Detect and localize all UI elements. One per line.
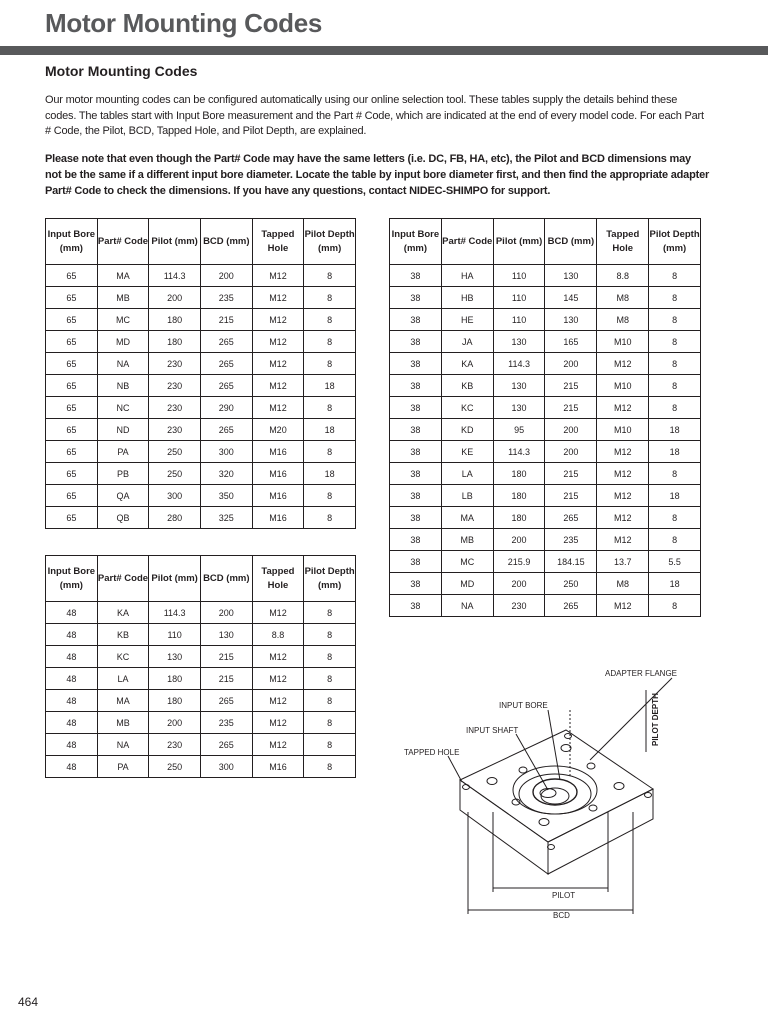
table-cell: 200 [200, 265, 252, 287]
table-cell: LB [441, 485, 493, 507]
label-tapped-hole: TAPPED HOLE [404, 748, 460, 757]
table-cell: 65 [46, 419, 98, 441]
table-cell: 230 [149, 397, 201, 419]
table-cell: M12 [252, 712, 304, 734]
table-cell: 8 [304, 287, 356, 309]
table-cell: KC [97, 646, 149, 668]
table-cell: 8 [649, 353, 701, 375]
table-row [46, 287, 356, 309]
table-cell: M12 [597, 397, 649, 419]
label-input-shaft: INPUT SHAFT [466, 726, 519, 735]
table-cell: 114.3 [149, 602, 201, 624]
table-cell: 200 [545, 419, 597, 441]
table-cell: MC [97, 309, 149, 331]
table-cell: NA [441, 595, 493, 617]
table-row [390, 441, 701, 463]
table-cell: M12 [597, 463, 649, 485]
table-cell: JA [441, 331, 493, 353]
table-cell: 114.3 [149, 265, 201, 287]
table-cell: M12 [252, 646, 304, 668]
table-cell: 48 [46, 602, 98, 624]
table-cell: 215 [545, 485, 597, 507]
table-row [46, 397, 356, 419]
table-cell: 65 [46, 331, 98, 353]
table-cell: 250 [149, 463, 201, 485]
table-cell: 8 [304, 734, 356, 756]
table-cell: 18 [304, 375, 356, 397]
column-header: Tapped Hole [252, 556, 304, 602]
table-cell: NB [97, 375, 149, 397]
table-bore-65 [45, 218, 356, 529]
table-row [46, 463, 356, 485]
table-cell: 230 [149, 419, 201, 441]
table-cell: 18 [649, 485, 701, 507]
table-cell: PB [97, 463, 149, 485]
table-cell: MB [97, 287, 149, 309]
table-cell: M12 [597, 353, 649, 375]
tapped-hole-1 [487, 778, 497, 785]
table-cell: 180 [149, 668, 201, 690]
table-cell: 8 [649, 463, 701, 485]
table-row [46, 624, 356, 646]
table-cell: M12 [597, 485, 649, 507]
table-cell: 130 [545, 265, 597, 287]
table-cell: 18 [649, 441, 701, 463]
table-row [390, 573, 701, 595]
table-cell: 300 [200, 756, 252, 778]
table-cell: NA [97, 734, 149, 756]
table-row [46, 309, 356, 331]
table-cell: 48 [46, 624, 98, 646]
table-cell: 235 [200, 287, 252, 309]
column-header: Input Bore (mm) [46, 219, 98, 265]
table-cell: KB [97, 624, 149, 646]
table-cell: PA [97, 756, 149, 778]
table-row [46, 507, 356, 529]
table-cell: 65 [46, 485, 98, 507]
table-row [390, 331, 701, 353]
table-cell: M12 [252, 287, 304, 309]
table-cell: 95 [493, 419, 545, 441]
table-cell: 38 [390, 507, 442, 529]
table-cell: 110 [493, 309, 545, 331]
table-cell: 230 [149, 734, 201, 756]
table-cell: 8.8 [597, 265, 649, 287]
table-cell: 180 [493, 485, 545, 507]
table-cell: 200 [493, 573, 545, 595]
table-row [390, 265, 701, 287]
table-row [46, 441, 356, 463]
table-cell: QB [97, 507, 149, 529]
table-cell: 65 [46, 463, 98, 485]
section-title: Motor Mounting Codes [45, 63, 198, 79]
table-cell: 215 [200, 309, 252, 331]
table-row [390, 485, 701, 507]
table-cell: 8 [304, 668, 356, 690]
table-cell: 200 [545, 353, 597, 375]
pilot-boss [513, 766, 597, 814]
table-cell: 110 [149, 624, 201, 646]
table-cell: M16 [252, 485, 304, 507]
table-cell: M12 [252, 331, 304, 353]
table-cell: 5.5 [649, 551, 701, 573]
column-header: Pilot (mm) [149, 556, 201, 602]
table-cell: 48 [46, 690, 98, 712]
table-row [46, 331, 356, 353]
header-row [46, 219, 356, 265]
table-cell: 200 [149, 287, 201, 309]
table-row [46, 485, 356, 507]
table-cell: HE [441, 309, 493, 331]
label-adapter-flange: ADAPTER FLANGE [605, 669, 678, 678]
table-row [46, 265, 356, 287]
column-header: Part# Code [97, 556, 149, 602]
table-cell: 48 [46, 646, 98, 668]
table-cell: LA [97, 668, 149, 690]
table-cell: 145 [545, 287, 597, 309]
label-pilot-depth: PILOT DEPTH [651, 693, 660, 746]
table-cell: 8 [304, 646, 356, 668]
table-cell: M12 [597, 529, 649, 551]
column-header: Tapped Hole [597, 219, 649, 265]
table-cell: 18 [649, 419, 701, 441]
page-number: 464 [18, 995, 39, 1009]
table-cell: M8 [597, 287, 649, 309]
column-header: Pilot Depth (mm) [304, 219, 356, 265]
table-cell: 48 [46, 712, 98, 734]
table-cell: M8 [597, 309, 649, 331]
table-cell: 250 [149, 441, 201, 463]
column-header: BCD (mm) [200, 556, 252, 602]
table-cell: 180 [149, 309, 201, 331]
table-cell: M12 [252, 734, 304, 756]
table-row [46, 353, 356, 375]
table-row [46, 419, 356, 441]
table-cell: 8 [304, 265, 356, 287]
table-row [390, 529, 701, 551]
table-bore-48 [45, 555, 356, 778]
table-cell: 110 [493, 265, 545, 287]
table-cell: 8 [649, 287, 701, 309]
table-cell: 8 [304, 507, 356, 529]
table-cell: M16 [252, 507, 304, 529]
table-cell: 38 [390, 397, 442, 419]
column-header: BCD (mm) [200, 219, 252, 265]
table-cell: 38 [390, 529, 442, 551]
table-cell: 38 [390, 485, 442, 507]
table-cell: M20 [252, 419, 304, 441]
table-cell: HA [441, 265, 493, 287]
table-cell: M12 [252, 690, 304, 712]
column-header: Pilot (mm) [149, 219, 201, 265]
table-cell: LA [441, 463, 493, 485]
table-cell: 8 [649, 529, 701, 551]
table-cell: 48 [46, 668, 98, 690]
table-cell: M16 [252, 441, 304, 463]
table-cell: M10 [597, 331, 649, 353]
table-row [390, 595, 701, 617]
table-cell: 8 [304, 624, 356, 646]
table-cell: 65 [46, 507, 98, 529]
table-cell: 38 [390, 353, 442, 375]
column-header: BCD (mm) [545, 219, 597, 265]
table-cell: M12 [252, 668, 304, 690]
table-cell: 200 [493, 529, 545, 551]
title-bar [0, 46, 768, 55]
table-cell: KA [441, 353, 493, 375]
tapped-hole-3 [614, 783, 624, 790]
table-cell: 265 [200, 331, 252, 353]
table-row [390, 463, 701, 485]
table-cell: 38 [390, 595, 442, 617]
table-cell: MC [441, 551, 493, 573]
table-row [390, 287, 701, 309]
table-cell: 265 [200, 419, 252, 441]
table-cell: 8 [304, 485, 356, 507]
table-cell: KB [441, 375, 493, 397]
table-cell: MA [441, 507, 493, 529]
table-cell: M12 [597, 441, 649, 463]
table-cell: 114.3 [493, 353, 545, 375]
table-cell: KC [441, 397, 493, 419]
table-cell: 65 [46, 353, 98, 375]
table-cell: 8 [304, 690, 356, 712]
table-cell: M8 [597, 573, 649, 595]
table-cell: 180 [493, 463, 545, 485]
table-cell: MB [97, 712, 149, 734]
table-bore-38 [389, 218, 701, 617]
table-cell: 235 [545, 529, 597, 551]
table-cell: 8 [649, 397, 701, 419]
table-cell: 235 [200, 712, 252, 734]
table-cell: 215 [200, 668, 252, 690]
table-cell: 18 [304, 463, 356, 485]
table-cell: 215 [545, 463, 597, 485]
table-cell: 18 [304, 419, 356, 441]
table-cell: 265 [545, 507, 597, 529]
table-cell: 130 [493, 331, 545, 353]
table-cell: NA [97, 353, 149, 375]
table-cell: 48 [46, 734, 98, 756]
table-row [46, 602, 356, 624]
table-cell: MD [97, 331, 149, 353]
table-cell: PA [97, 441, 149, 463]
table-cell: ND [97, 419, 149, 441]
table-cell: 13.7 [597, 551, 649, 573]
table-cell: KE [441, 441, 493, 463]
table-cell: 130 [545, 309, 597, 331]
table-row [390, 551, 701, 573]
table-cell: 265 [200, 734, 252, 756]
table-cell: 130 [200, 624, 252, 646]
table-cell: MB [441, 529, 493, 551]
table-cell: 265 [200, 690, 252, 712]
table-cell: M16 [252, 463, 304, 485]
table-cell: 65 [46, 397, 98, 419]
table-cell: 265 [545, 595, 597, 617]
table-cell: 38 [390, 419, 442, 441]
table-cell: M12 [252, 602, 304, 624]
table-cell: 290 [200, 397, 252, 419]
table-cell: KD [441, 419, 493, 441]
label-bcd: BCD [553, 911, 570, 920]
note-paragraph: Please note that even though the Part# Code may have the same letters (i.e. DC, FB, HA, etc), the Pilot and BCD dimensions may not be the same if a different input bore diameter. Locate the table by input bore diameter first, and then find the appropriate adapter Part# Code to check the dimensions. If you have any questions, contact NIDEC-SHIMPO for support. [45, 153, 710, 197]
table-cell: 325 [200, 507, 252, 529]
table-cell: QA [97, 485, 149, 507]
table-cell: M12 [252, 375, 304, 397]
table-cell: 250 [149, 756, 201, 778]
table-cell: 230 [149, 353, 201, 375]
table-cell: HB [441, 287, 493, 309]
table-cell: 8 [304, 441, 356, 463]
column-header: Input Bore (mm) [390, 219, 442, 265]
table-cell: 130 [493, 375, 545, 397]
table-cell: M12 [597, 595, 649, 617]
table-cell: M16 [252, 756, 304, 778]
table-cell: 38 [390, 463, 442, 485]
table-row [46, 668, 356, 690]
table-cell: 215 [545, 397, 597, 419]
tapped-hole-4 [539, 819, 549, 826]
table-cell: M12 [252, 397, 304, 419]
table-cell: 8 [304, 309, 356, 331]
table-cell: 300 [200, 441, 252, 463]
table-cell: 65 [46, 287, 98, 309]
table-cell: KA [97, 602, 149, 624]
column-header: Pilot Depth (mm) [649, 219, 701, 265]
label-pilot: PILOT [552, 891, 576, 900]
table-cell: 265 [200, 353, 252, 375]
table-cell: M12 [252, 353, 304, 375]
table-cell: 8 [649, 375, 701, 397]
table-cell: 215.9 [493, 551, 545, 573]
table-cell: 18 [649, 573, 701, 595]
table-cell: 8 [649, 331, 701, 353]
table-cell: 215 [545, 375, 597, 397]
column-header: Pilot Depth (mm) [304, 556, 356, 602]
table-cell: 65 [46, 309, 98, 331]
table-cell: 8 [649, 309, 701, 331]
table-cell: 38 [390, 573, 442, 595]
table-cell: 130 [149, 646, 201, 668]
table-cell: M10 [597, 419, 649, 441]
intro-paragraph: Our motor mounting codes can be configured automatically using our online selection tool. These tables supply the details behind these codes. The tables start with Input Bore measurement and the Part # Code, which are indicated at the end of every model code. For each Part # Code, the Pilot, BCD, Tapped Hole, and Pilot Depth, are explained. [45, 94, 704, 137]
table-row [46, 690, 356, 712]
adapter-flange-diagram [398, 662, 688, 927]
table-cell: 110 [493, 287, 545, 309]
table-cell: 65 [46, 441, 98, 463]
table-cell: 8 [304, 712, 356, 734]
table-cell: 230 [493, 595, 545, 617]
table-cell: 48 [46, 756, 98, 778]
page-title: Motor Mounting Codes [45, 8, 323, 38]
table-cell: 180 [149, 690, 201, 712]
table-cell: 114.3 [493, 441, 545, 463]
label-input-bore: INPUT BORE [499, 701, 548, 710]
table-cell: 180 [149, 331, 201, 353]
table-row [390, 353, 701, 375]
table-cell: 65 [46, 265, 98, 287]
table-cell: 165 [545, 331, 597, 353]
table-row [390, 507, 701, 529]
table-cell: 8 [304, 331, 356, 353]
table-cell: 200 [200, 602, 252, 624]
header-row [390, 219, 701, 265]
table-cell: 320 [200, 463, 252, 485]
table-row [390, 419, 701, 441]
table-cell: 8 [649, 595, 701, 617]
table-cell: 130 [493, 397, 545, 419]
table-cell: 8 [304, 397, 356, 419]
table-cell: 184.15 [545, 551, 597, 573]
table-row [46, 375, 356, 397]
table-cell: 38 [390, 287, 442, 309]
table-cell: 230 [149, 375, 201, 397]
column-header: Input Bore (mm) [46, 556, 98, 602]
table-cell: M12 [252, 265, 304, 287]
table-row [46, 712, 356, 734]
table-row [46, 734, 356, 756]
table-cell: MA [97, 690, 149, 712]
column-header: Part# Code [97, 219, 149, 265]
table-cell: 38 [390, 265, 442, 287]
table-cell: M12 [597, 507, 649, 529]
table-cell: 250 [545, 573, 597, 595]
table-row [390, 309, 701, 331]
column-header: Part# Code [441, 219, 493, 265]
table-row [390, 375, 701, 397]
table-cell: 8 [304, 756, 356, 778]
table-row [46, 756, 356, 778]
table-row [390, 397, 701, 419]
table-cell: 8 [304, 602, 356, 624]
table-cell: 8 [649, 507, 701, 529]
table-cell: 8 [304, 353, 356, 375]
table-cell: 280 [149, 507, 201, 529]
table-cell: NC [97, 397, 149, 419]
flange-left-side [460, 780, 548, 874]
table-cell: 38 [390, 441, 442, 463]
column-header: Tapped Hole [252, 219, 304, 265]
table-cell: 265 [200, 375, 252, 397]
table-cell: 200 [545, 441, 597, 463]
table-cell: 350 [200, 485, 252, 507]
table-cell: 200 [149, 712, 201, 734]
table-cell: 38 [390, 331, 442, 353]
table-cell: M12 [252, 309, 304, 331]
table-row [46, 646, 356, 668]
table-cell: 215 [200, 646, 252, 668]
table-cell: 180 [493, 507, 545, 529]
table-cell: 8 [649, 265, 701, 287]
column-header: Pilot (mm) [493, 219, 545, 265]
table-cell: 38 [390, 309, 442, 331]
table-cell: 300 [149, 485, 201, 507]
table-cell: MA [97, 265, 149, 287]
table-cell: MD [441, 573, 493, 595]
table-cell: 65 [46, 375, 98, 397]
table-cell: 38 [390, 375, 442, 397]
input-bore [533, 779, 577, 805]
header-row [46, 556, 356, 602]
table-cell: 38 [390, 551, 442, 573]
table-cell: M10 [597, 375, 649, 397]
table-cell: 8.8 [252, 624, 304, 646]
